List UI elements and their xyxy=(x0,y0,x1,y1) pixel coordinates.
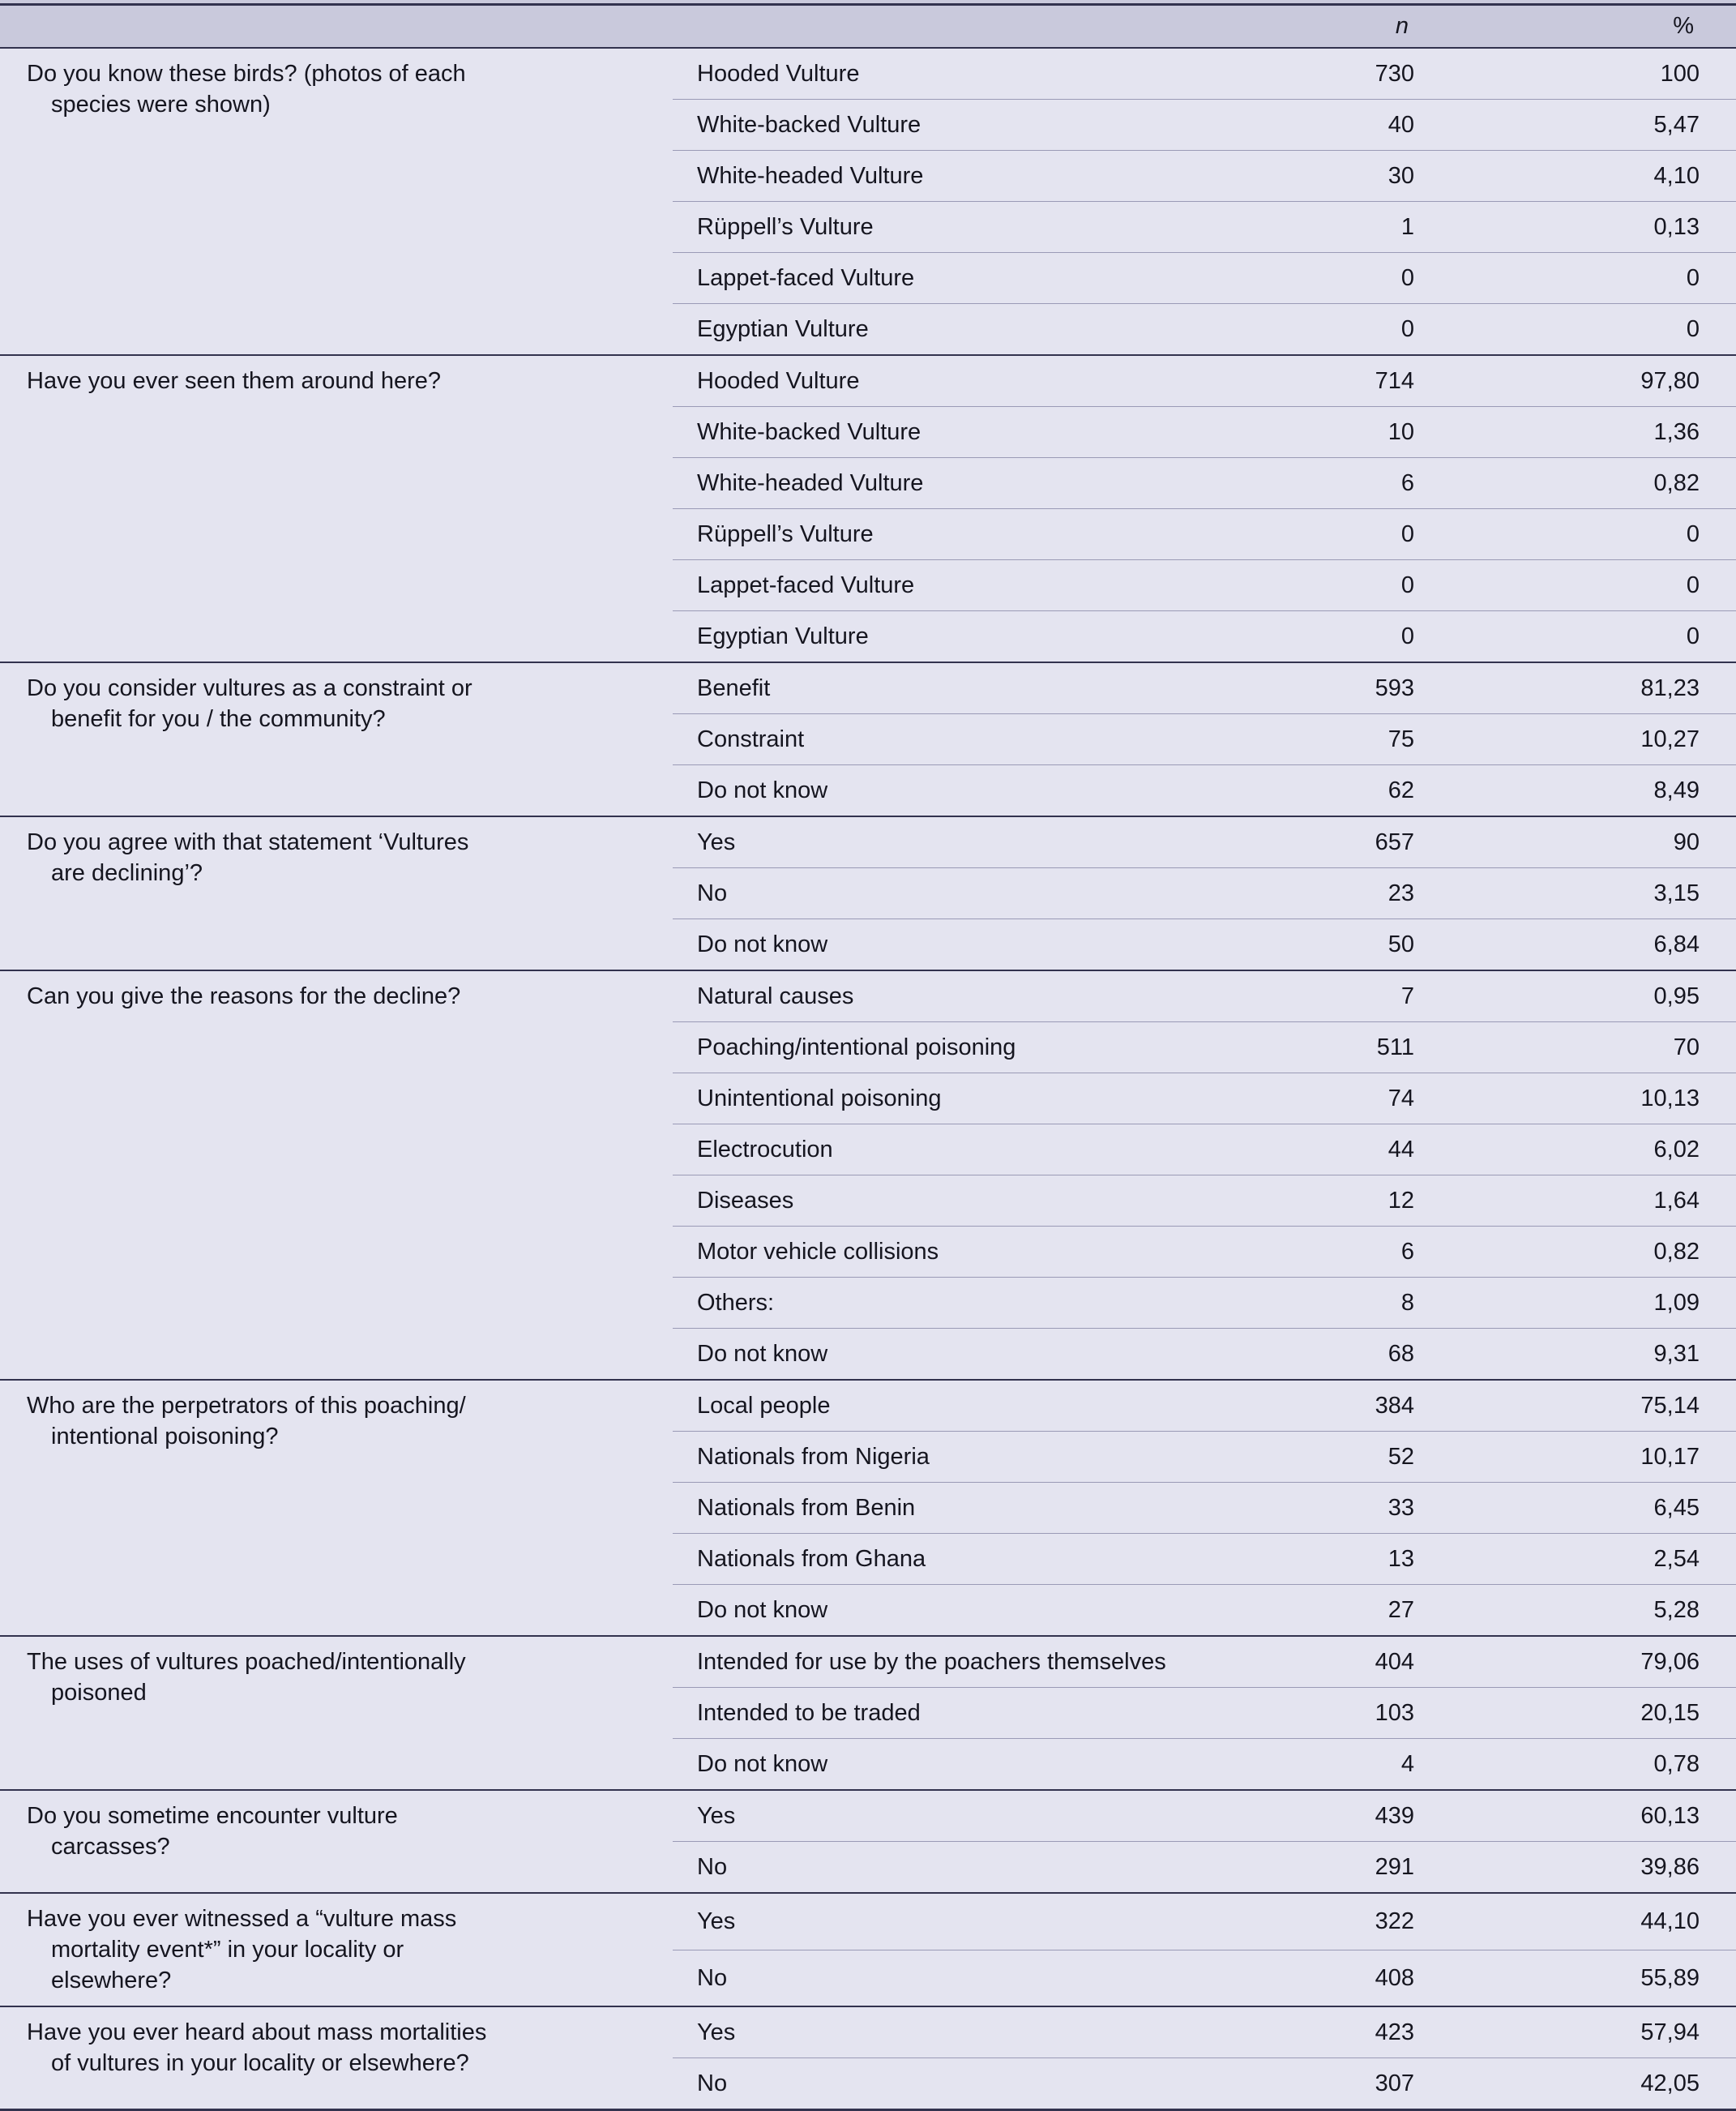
pct-value-cell: 20,15 xyxy=(1426,1688,1736,1739)
pct-value-cell: 4,10 xyxy=(1426,151,1736,202)
pct-value-cell: 6,02 xyxy=(1426,1124,1736,1175)
question-cell: The uses of vultures poached/intentionally poisoned xyxy=(0,1636,673,1790)
n-value-cell: 730 xyxy=(1375,61,1414,87)
pct-value-cell: 0 xyxy=(1426,253,1736,304)
pct-value-cell: 3,15 xyxy=(1426,868,1736,919)
answer-cell: Diseases xyxy=(673,1175,1159,1227)
n-value-cell: 50 xyxy=(1159,919,1426,971)
answer-cell: Yes xyxy=(673,1893,1159,1950)
n-value-cell: 4 xyxy=(1159,1739,1426,1791)
pct-value-cell: 0 xyxy=(1426,611,1736,663)
pct-value-cell: 10,27 xyxy=(1426,714,1736,765)
pct-value-cell: 79,06 xyxy=(1426,1636,1736,1688)
answer-cell: Hooded Vulture xyxy=(697,61,860,87)
table-row xyxy=(0,2006,1736,2058)
n-value-cell: 6 xyxy=(1159,458,1426,509)
answer-cell: White-headed Vulture xyxy=(673,458,1159,509)
n-value-cell: 62 xyxy=(1159,765,1426,817)
pct-value-cell: 55,89 xyxy=(1426,1950,1736,2006)
pct-column-header: % xyxy=(1426,6,1736,48)
n-value-cell: 23 xyxy=(1159,868,1426,919)
answer-cell: Rüppell’s Vulture xyxy=(673,202,1159,253)
pct-value-cell: 0,13 xyxy=(1426,202,1736,253)
n-value-cell: 40 xyxy=(1159,100,1426,151)
table-body xyxy=(0,48,1736,2110)
answer-cell: Yes xyxy=(673,816,1159,868)
n-value-cell: 13 xyxy=(1159,1534,1426,1585)
table-row xyxy=(0,355,1736,407)
header-row xyxy=(0,6,1736,48)
pct-value-cell: 60,13 xyxy=(1426,1790,1736,1842)
pct-value-cell: 5,47 xyxy=(1426,100,1736,151)
answer-column-header xyxy=(673,6,1159,48)
n-value-cell: 384 xyxy=(1159,1380,1426,1432)
pct-value-cell: 1,36 xyxy=(1426,407,1736,458)
n-value-cell: 714 xyxy=(1159,355,1426,407)
answer-cell: No xyxy=(673,2058,1159,2110)
answer-cell: Benefit xyxy=(673,662,1159,714)
n-value-cell: 68 xyxy=(1159,1329,1426,1381)
question-cell: Do you consider vultures as a constraint or benefit for you / the community? xyxy=(0,662,673,816)
n-value-cell: 103 xyxy=(1159,1688,1426,1739)
pct-value-cell: 8,49 xyxy=(1426,765,1736,817)
pct-value-cell: 75,14 xyxy=(1426,1380,1736,1432)
answer-cell: Local people xyxy=(673,1380,1159,1432)
answer-cell: Lappet-faced Vulture xyxy=(673,253,1159,304)
pct-value-cell: 100 xyxy=(1660,61,1700,87)
pct-value-cell: 10,17 xyxy=(1426,1432,1736,1483)
answer-cell: Hooded Vulture xyxy=(673,355,1159,407)
answer-cell: No xyxy=(673,1842,1159,1894)
question-cell: Do you know these birds? (photos of each species were shown) xyxy=(27,61,466,118)
n-column-header: n xyxy=(1159,6,1426,48)
n-value-cell: 30 xyxy=(1159,151,1426,202)
answer-cell: Motor vehicle collisions xyxy=(673,1227,1159,1278)
answer-cell: Do not know xyxy=(673,1739,1159,1791)
n-value-cell: 0 xyxy=(1159,611,1426,663)
n-value-cell: 52 xyxy=(1159,1432,1426,1483)
answer-cell: Electrocution xyxy=(673,1124,1159,1175)
table-row xyxy=(0,1790,1736,1842)
answer-cell: Egyptian Vulture xyxy=(673,304,1159,356)
n-value-cell: 0 xyxy=(1159,253,1426,304)
answer-cell: Nationals from Benin xyxy=(673,1483,1159,1534)
answer-cell: Others: xyxy=(673,1278,1159,1329)
answer-cell: White-backed Vulture xyxy=(673,407,1159,458)
pct-value-cell: 6,84 xyxy=(1426,919,1736,971)
n-value-cell: 10 xyxy=(1159,407,1426,458)
question-cell: Have you ever heard about mass mortalities of vultures in your locality or elsewhere? xyxy=(0,2006,673,2110)
answer-cell: Lappet-faced Vulture xyxy=(673,560,1159,611)
answer-cell: No xyxy=(673,1950,1159,2006)
question-cell: Do you sometime encounter vulture carcasses? xyxy=(0,1790,673,1893)
question-column-header xyxy=(0,6,673,48)
n-value-cell: 593 xyxy=(1159,662,1426,714)
pct-value-cell: 0,78 xyxy=(1426,1739,1736,1791)
survey-results-table xyxy=(0,6,1736,2111)
answer-cell: White-backed Vulture xyxy=(673,100,1159,151)
n-value-cell: 12 xyxy=(1159,1175,1426,1227)
n-value-cell: 511 xyxy=(1159,1022,1426,1073)
answer-cell: Natural causes xyxy=(673,970,1159,1022)
answer-cell: Do not know xyxy=(673,765,1159,817)
n-value-cell: 1 xyxy=(1159,202,1426,253)
answer-cell: White-headed Vulture xyxy=(673,151,1159,202)
n-value-cell: 439 xyxy=(1159,1790,1426,1842)
answer-cell: Do not know xyxy=(673,919,1159,971)
pct-value-cell: 1,09 xyxy=(1426,1278,1736,1329)
n-value-cell: 291 xyxy=(1159,1842,1426,1894)
pct-value-cell: 81,23 xyxy=(1426,662,1736,714)
pct-value-cell: 0,82 xyxy=(1426,458,1736,509)
n-value-cell: 74 xyxy=(1159,1073,1426,1124)
answer-cell: Poaching/intentional poisoning xyxy=(673,1022,1159,1073)
table-row xyxy=(0,970,1736,1022)
n-value-cell: 75 xyxy=(1159,714,1426,765)
pct-value-cell: 39,86 xyxy=(1426,1842,1736,1894)
pct-value-cell: 0 xyxy=(1426,509,1736,560)
n-value-cell: 27 xyxy=(1159,1585,1426,1637)
answer-cell: Intended for use by the poachers themselves xyxy=(673,1636,1159,1688)
n-value-cell: 0 xyxy=(1159,304,1426,356)
table-row xyxy=(0,1636,1736,1688)
pct-value-cell: 90 xyxy=(1426,816,1736,868)
n-value-cell: 8 xyxy=(1159,1278,1426,1329)
pct-value-cell: 2,54 xyxy=(1426,1534,1736,1585)
pct-value-cell: 0 xyxy=(1426,304,1736,356)
pct-value-cell: 0 xyxy=(1426,560,1736,611)
answer-cell: Rüppell’s Vulture xyxy=(673,509,1159,560)
answer-cell: Unintentional poisoning xyxy=(673,1073,1159,1124)
n-value-cell: 6 xyxy=(1159,1227,1426,1278)
question-cell: Have you ever seen them around here? xyxy=(0,355,673,662)
pct-value-cell: 97,80 xyxy=(1426,355,1736,407)
pct-value-cell: 10,13 xyxy=(1426,1073,1736,1124)
table-row xyxy=(0,48,1736,100)
pct-value-cell: 57,94 xyxy=(1426,2006,1736,2058)
answer-cell: Do not know xyxy=(673,1585,1159,1637)
n-value-cell: 307 xyxy=(1159,2058,1426,2110)
pct-value-cell: 42,05 xyxy=(1426,2058,1736,2110)
pct-value-cell: 0,82 xyxy=(1426,1227,1736,1278)
pct-value-cell: 70 xyxy=(1426,1022,1736,1073)
answer-cell: Do not know xyxy=(673,1329,1159,1381)
n-value-cell: 404 xyxy=(1159,1636,1426,1688)
answer-cell: Intended to be traded xyxy=(673,1688,1159,1739)
question-cell: Who are the perpetrators of this poaching/ intentional poisoning? xyxy=(0,1380,673,1636)
table-top-rule xyxy=(0,0,1736,6)
answer-cell: Nationals from Ghana xyxy=(673,1534,1159,1585)
n-value-cell: 0 xyxy=(1159,560,1426,611)
answer-cell: Egyptian Vulture xyxy=(673,611,1159,663)
question-cell: Have you ever witnessed a “vulture mass mortality event*” in your locality or elsewhere? xyxy=(0,1893,673,2006)
table-row xyxy=(0,1893,1736,1950)
answer-cell: Yes xyxy=(673,2006,1159,2058)
answer-cell: Nationals from Nigeria xyxy=(673,1432,1159,1483)
pct-value-cell: 44,10 xyxy=(1426,1893,1736,1950)
pct-value-cell: 0,95 xyxy=(1426,970,1736,1022)
n-value-cell: 423 xyxy=(1159,2006,1426,2058)
question-cell: Can you give the reasons for the decline? xyxy=(0,970,673,1380)
n-value-cell: 7 xyxy=(1159,970,1426,1022)
answer-cell: Yes xyxy=(673,1790,1159,1842)
pct-value-cell: 9,31 xyxy=(1426,1329,1736,1381)
answer-cell: No xyxy=(673,868,1159,919)
table-row xyxy=(0,1380,1736,1432)
pct-value-cell: 6,45 xyxy=(1426,1483,1736,1534)
table-row xyxy=(0,816,1736,868)
answer-cell: Constraint xyxy=(673,714,1159,765)
n-value-cell: 0 xyxy=(1159,509,1426,560)
pct-value-cell: 1,64 xyxy=(1426,1175,1736,1227)
n-value-cell: 657 xyxy=(1159,816,1426,868)
n-value-cell: 33 xyxy=(1159,1483,1426,1534)
pct-value-cell: 5,28 xyxy=(1426,1585,1736,1637)
n-value-cell: 322 xyxy=(1159,1893,1426,1950)
n-value-cell: 408 xyxy=(1159,1950,1426,2006)
table-row xyxy=(0,662,1736,714)
n-value-cell: 44 xyxy=(1159,1124,1426,1175)
question-cell: Do you agree with that statement ‘Vultures are declining’? xyxy=(0,816,673,970)
